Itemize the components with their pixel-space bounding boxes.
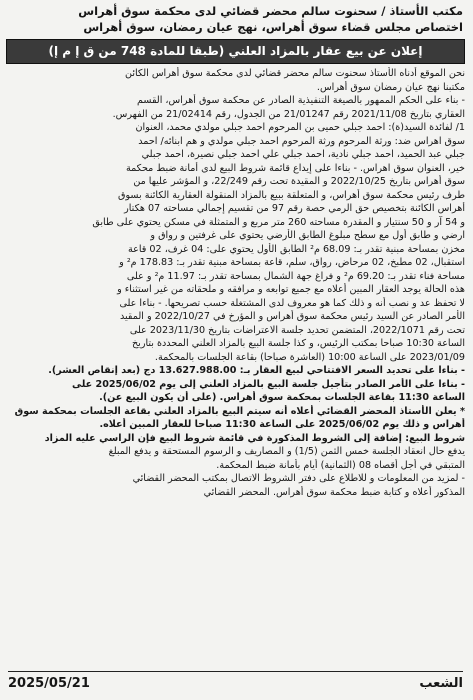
body-line: تحت رقم 2022/1071، المتضمن تحديد جلسة الاعتراضات بتاريخ 2023/11/30 على [129,324,465,336]
body-line: أهراس الكائنة بتخصيص حق الرمي حصة رقم 97 من تقسيم إجمالي مساحته 07 هكتار [124,203,465,214]
body-line: لا تحفظ عد و نصب أنه و ذلك كما هو معروف لدى المشتغلة حسب تصريحها. - بناءا على [119,297,465,309]
body-line: ارضي و طابق أول مع سطح مبلوغ الطابق الأرضي يحتوي على غرفتين و رواق و [150,230,465,241]
body-line: - بناء على الحكم الممهور بالصيغة التنفيذية الصادر عن محكمة سوق أهراس، القسم [137,95,465,106]
body-line: و 54 آر و 50 سنتيار و المقدرة مساحته 260 متر مربع و المتمثلة في مسكن يحتوي على طابق [92,216,465,228]
header-line-office: مكتب الأستاذ / سحنوت سالم محضر قضائي لدى محكمة سوق أهراس [78,4,463,18]
body-line: خير، العنوان سوق اهراس. - بناءا على إيداع قائمة شروط البيع لدى أمانة ضبط محكمة [125,162,465,174]
notice-header [6,3,465,35]
body-line: مساحة فناء تقدر بـ: 69.20 م² و فراغ جهة الشمال بمساحة تقدر بـ: 11.97 م² و على [126,270,465,282]
body-line: المذكور أعلاه و كتابة ضبط محكمة سوق أهراس. المحضر القضائي [203,486,465,498]
body-line: الساعة 11:30 بقاعة الجلسات بمحكمة سوق أهراس. (على أن يكون البيع عن). [99,392,465,403]
publication-date: 2025/05/21 [8,675,90,691]
body-line: مكتبنا نهج عيان رمضان سوق أهراس. [316,81,465,93]
body-line: سوق أهراس بتاريخ 2022/10/25 و المقيدة تحت رقم 22/249، و المؤشر عليها من [133,176,465,187]
body-line: شروط البيع: إضافة إلى الشروط المذكورة في قائمة شروط البيع فإن الراسي عليه المزاد [44,432,465,444]
body-line: 1/ لفائدة السيد(ة): احمد جبلي حميى بن المرحوم احمد جبلي مولدي محمد، العنوان [135,122,465,133]
body-line: - لمزيد من المعلومات و للاطلاع على دفتر الشروط الاتصال بمكتب المحضر القضائي [132,473,465,484]
body-line: استقبال، 02 مطبخ، 02 مرحاض، رواق، سلم، قاعة بمساحة مبنية تقدر بـ: 178.83 م² و [119,257,465,268]
body-line: الأمر الصادر عن السيد رئيس محكمة سوق أهراس و المؤرخ في 2022/10/27 و المقيد [120,311,465,322]
body-line: العقاري بتاريخ 2021/11/08 رقم 21/01247 من الجدول، رقم 21/02414 من الفهرس. [112,108,465,120]
body-line: مخزن بمساحة مبنية تقدر بـ: 68.09 م² الطابق الأول يحتوي على: 04 غرف، 02 قاعة [127,243,465,255]
notice-title-banner: إعلان عن بيع عقار بالمزاد العلني (طبقا للمادة 748 من ق إ م إ) [6,39,465,64]
body-line: طرف رئيس محكمة سوق أهراس، و المتعلقة ببيع بالمزاد المنقولة العقارية الكائنة بسوق [118,189,465,201]
notice-body [6,67,465,499]
header-line-address: اختصاص مجلس قضاء سوق أهراس، نهج عيان رمضان، سوق أهراس [83,20,463,34]
body-line: المتبقي في أجل أقصاه 08 (الثمانية) أيام بأمانة ضبط المحكمة. [216,459,465,471]
body-line: * يعلن الأستاذ المحضر القضائي أعلاه أنه سيتم البيع بالمزاد العلني بقاعة الجلسات بمحكمة سوق [14,405,465,417]
body-line: يدفع حال انعقاد الجلسة خمس الثمن (1/5) و المصاريف و الرسوم المستحقة و يدفع المبلغ [108,446,465,457]
body-line: الساعة 10:30 صباحا بمكتب الرئيس، و كذا جلسة البيع بالمزاد العلني المحددة بتاريخ [131,338,465,349]
body-line: جبلي عبد الحميد، احمد جبلي نادية، احمد جبلي علي احمد جبلي نصيرة، احمد جبلي [141,149,465,160]
body-line: - بناءا على تحديد السعر الافتتاحي لبيع العقار بـ: 13.627.988.00 دج (بعد إنقاص العشر). [48,365,465,376]
body-line: - بناءا على الأمر الصادر بتأجيل جلسة البيع بالمزاد العلني إلى يوم 2025/06/02 على [71,378,465,390]
footer-bar [8,671,463,694]
body-line: نحن الموقع أدناه الأستاذ سحنوت سالم محضر قضائي لدى محكمة سوق أهراس الكائن [125,68,465,79]
publication-name: الشعب [419,675,463,691]
body-line: 2023/01/09 على الساعة 10:00 (العاشرة صباحا) بقاعة الجلسات بالمحكمة. [154,351,465,363]
body-line: سوق اهراس ضد: ورثة المرحوم ورثة المرحوم احمد جبلي مولدي و هم ابنائه/ احمد [138,135,465,147]
body-line: أهراس و ذلك يوم 2025/06/02 على الساعة 11:30 صباحا للعقار المبين أعلاه. [99,419,465,430]
body-line: هذه الحالة يوجد العقار المبين أعلاه مع جميع توابعه و مرافقه و ملحقاته من غير استثناء و [117,284,465,295]
